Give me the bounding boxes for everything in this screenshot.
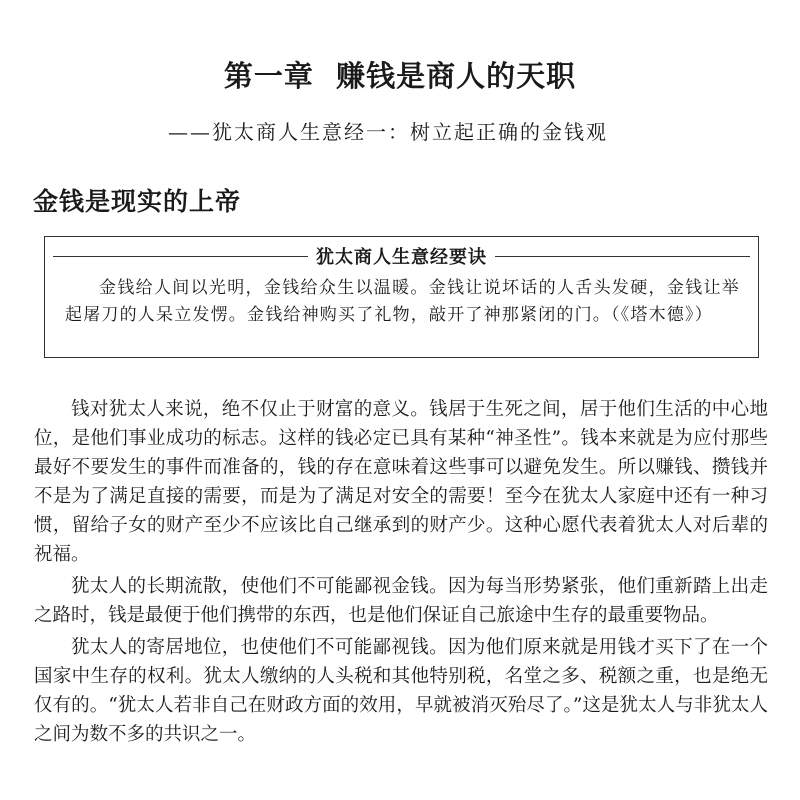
chapter-subtitle: ——犹太商人生意经一：树立起正确的金钱观 (168, 120, 608, 144)
header-rule-left (53, 256, 308, 257)
paragraph: 犹太人的长期流散，使他们不可能鄙视金钱。因为每当形势紧张，他们重新踏上出走之路时，钱是最便于他们携带的东西，也是他们保证自己旅途中生存的最重要物品。 (34, 576, 768, 626)
header-rule-right (495, 256, 750, 257)
chapter-title: 第一章 赚钱是商人的天职 (223, 59, 577, 93)
quote-header (45, 243, 758, 269)
quote-header-label: 犹太商人生意经要诀 (316, 247, 487, 268)
paragraph: 犹太人的寄居地位，也使他们不可能鄙视钱。因为他们原来就是用钱才买下了在一个国家中生存的权利。犹太人缴纳的人头税和其他特别税，名堂之多、税额之重，也是绝无仅有的。“犹太人若非自己在财政方面的效用，早就被消灭殆尽了。”这是犹太人与非犹太人之间为数不多的共识之一。 (34, 637, 768, 745)
section-heading: 金钱是现实的上帝 (33, 187, 242, 216)
body-text (34, 395, 768, 752)
paragraph: 钱对犹太人来说，绝不仅止于财富的意义。钱居于生死之间，居于他们生活的中心地位，是他们事业成功的标志。这样的钱必定已具有某种“神圣性”。钱本来就是为应付那些最好不要发生的事件而准备的，钱的存在意味着这些事可以避免发生。所以赚钱、攒钱并不是为了满足直接的需要，而是为了满足对安全的需要！至今在犹太人家庭中还有一种习惯，留给子女的财产至少不应该比自己继承到的财产少。这种心愿代表着犹太人对后辈的祝福。 (34, 399, 768, 565)
quote-text: 金钱给人间以光明，金钱给众生以温暖。金钱让说坏话的人舌头发硬，金钱让举起屠刀的人呆立发愣。金钱给神购买了礼物，敲开了神那紧闭的门。（《塔木德》） (65, 278, 740, 325)
quote-box (44, 236, 759, 358)
